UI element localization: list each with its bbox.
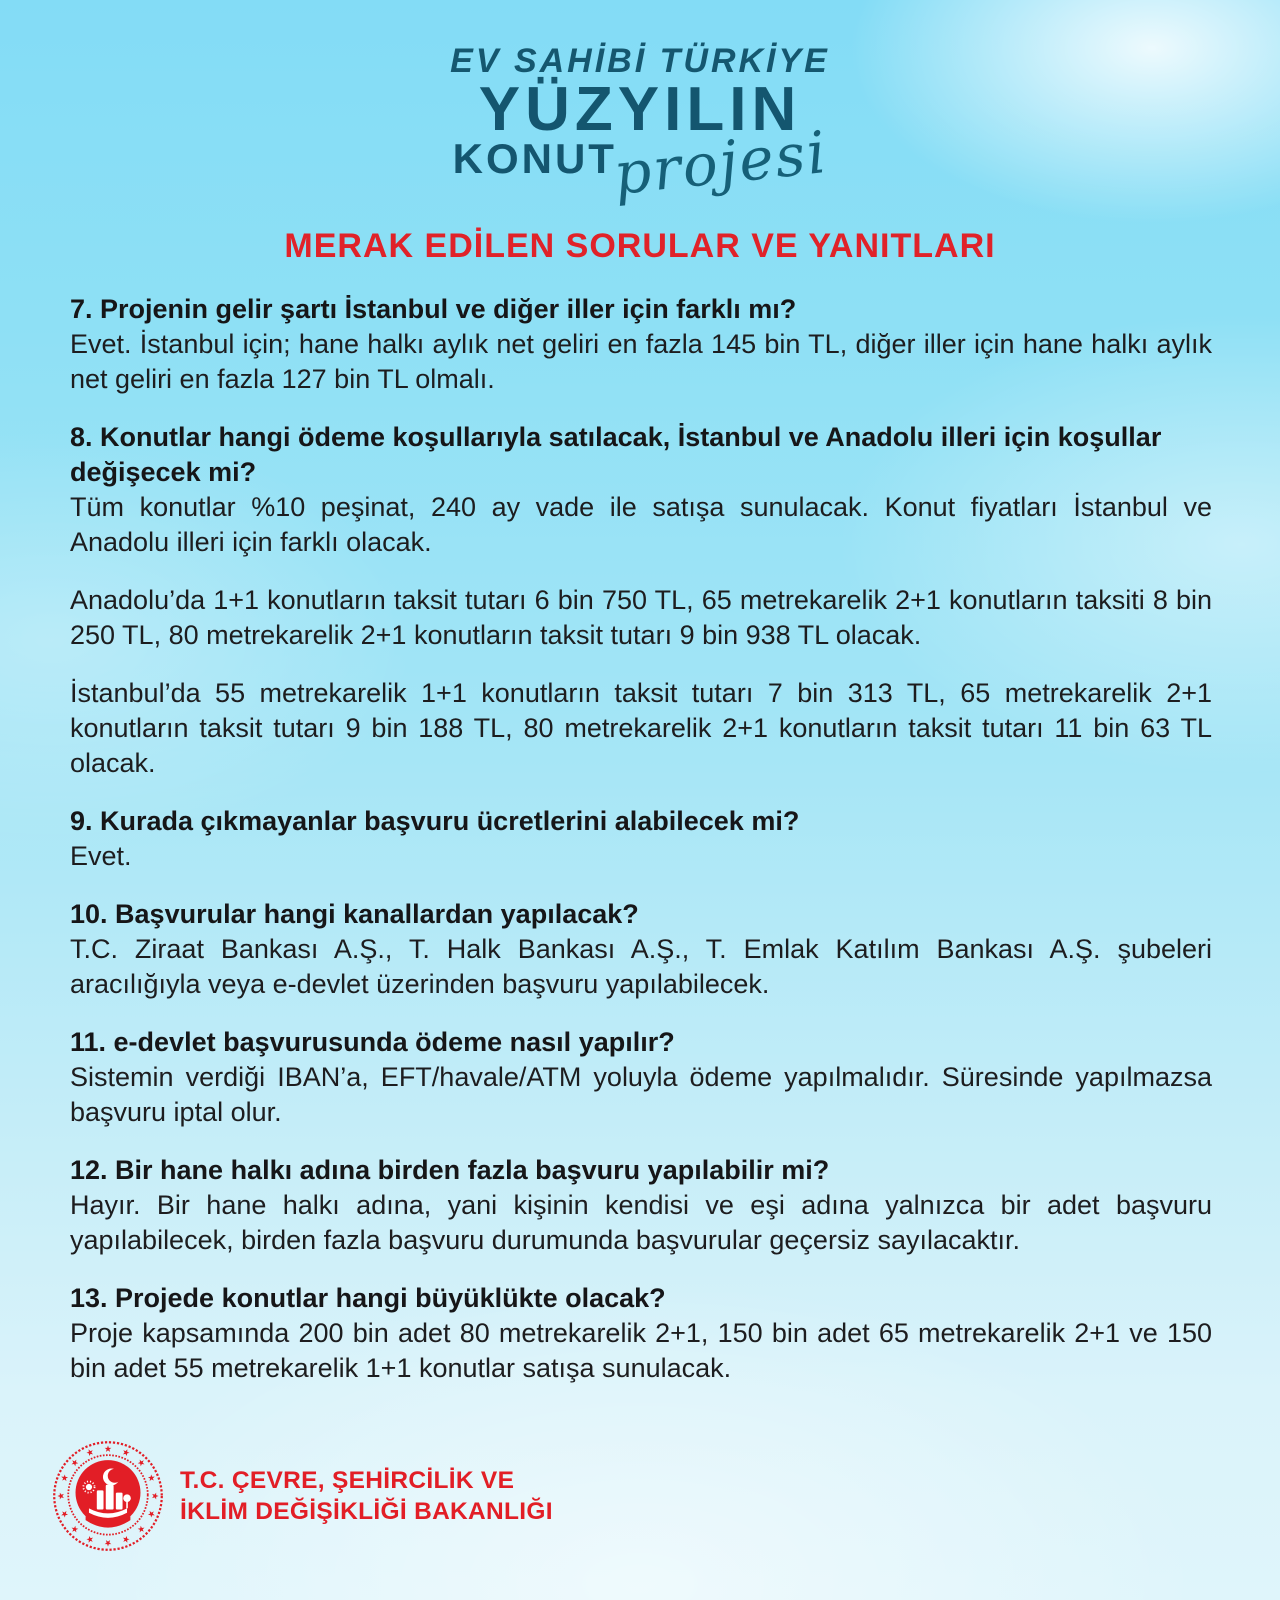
faq-question: 7. Projenin gelir şartı İstanbul ve diğer iller için farklı mı?	[70, 294, 797, 324]
faq-item-11	[70, 1025, 1212, 1130]
faq-answer: Evet. İstanbul için; hane halkı aylık net geliri en fazla 145 bin TL, diğer iller için hane halkı aylık net geliri en fazla 127 bin TL olmalı.	[70, 329, 1212, 394]
brand-logo	[0, 0, 1280, 213]
faq-question: 9. Kurada çıkmayanlar başvuru ücretlerini alabilecek mi?	[70, 806, 800, 836]
faq-answer: Anadolu’da 1+1 konutların taksit tutarı 6 bin 750 TL, 65 metrekarelik 2+1 konutların taksiti 8 bin 250 TL, 80 metrekarelik 2+1 konutların taksit tutarı 9 bin 938 TL olacak.	[70, 585, 1212, 650]
faq-question: 13. Projede konutlar hangi büyüklükte olacak?	[70, 1283, 666, 1313]
faq-answer: Proje kapsamında 200 bin adet 80 metrekarelik 2+1, 150 bin adet 65 metrekarelik 2+1 ve 150 bin adet 55 metrekarelik 1+1 konutlar satışa sunulacak.	[70, 1318, 1212, 1383]
faq-question: 10. Başvurular hangi kanallardan yapılacak?	[70, 899, 639, 929]
faq-item-8	[70, 420, 1212, 781]
faq-question: 11. e-devlet başvurusunda ödeme nasıl yapılır?	[70, 1027, 675, 1057]
faq-answer: Sistemin verdiği IBAN’a, EFT/havale/ATM yoluyla ödeme yapılmalıdır. Süresinde yapılmazsa başvuru iptal olur.	[70, 1062, 1212, 1127]
faq-item-10	[70, 897, 1212, 1002]
faq-answer: İstanbul’da 55 metrekarelik 1+1 konutların taksit tutarı 7 bin 313 TL, 65 metrekarelik 2+1 konutların taksit tutarı 9 bin 188 TL, 80 metrekarelik 2+1 konutların taksit tutarı 11 bin 63 TL olacak.	[70, 678, 1212, 778]
faq-answer: T.C. Ziraat Bankası A.Ş., T. Halk Bankası A.Ş., T. Emlak Katılım Bankası A.Ş. şubeleri aracılığıyla veya e-devlet üzerinden başvuru yapılabilecek.	[70, 934, 1212, 999]
ministry-emblem-icon	[52, 1440, 164, 1552]
brand-title-sub: KONUT	[452, 135, 617, 182]
faq-question: 12. Bir hane halkı adına birden fazla başvuru yapılabilir mi?	[70, 1155, 830, 1185]
faq-item-9	[70, 804, 1212, 874]
faq-item-13	[70, 1281, 1212, 1386]
ministry-footer	[52, 1440, 553, 1552]
brand-title-row	[0, 117, 1280, 213]
brand-title-main: YÜZYILIN	[478, 75, 802, 144]
ministry-name-line2: İKLİM DEĞİŞİKLİĞİ BAKANLIĞI	[180, 1498, 553, 1525]
faq-answer: Tüm konutlar %10 peşinat, 240 ay vade ile satışa sunulacak. Konut fiyatları İstanbul ve Anadolu illeri için farklı olacak.	[70, 492, 1212, 557]
ministry-name	[180, 1465, 553, 1527]
faq-item-12	[70, 1153, 1212, 1258]
faq-question: 8. Konutlar hangi ödeme koşullarıyla satılacak, İstanbul ve Anadolu illeri için koşullar değişecek mi?	[70, 422, 1162, 487]
faq-answer: Hayır. Bir hane halkı adına, yani kişinin kendisi ve eşi adına yalnızca bir adet başvuru yapılabilecek, birden fazla başvuru durumunda başvurular geçersiz sayılacaktır.	[70, 1190, 1212, 1255]
faq-item-7	[70, 292, 1212, 397]
faq-list	[0, 266, 1280, 1386]
page-title: MERAK EDİLEN SORULAR VE YANITLARI	[284, 227, 996, 265]
ministry-name-line1: T.C. ÇEVRE, ŞEHİRCİLİK VE	[180, 1467, 515, 1494]
faq-answer: Evet.	[70, 841, 132, 871]
brand-tagline: EV SAHİBİ TÜRKİYE	[450, 42, 830, 80]
brand-title-script: projesi	[610, 117, 831, 208]
